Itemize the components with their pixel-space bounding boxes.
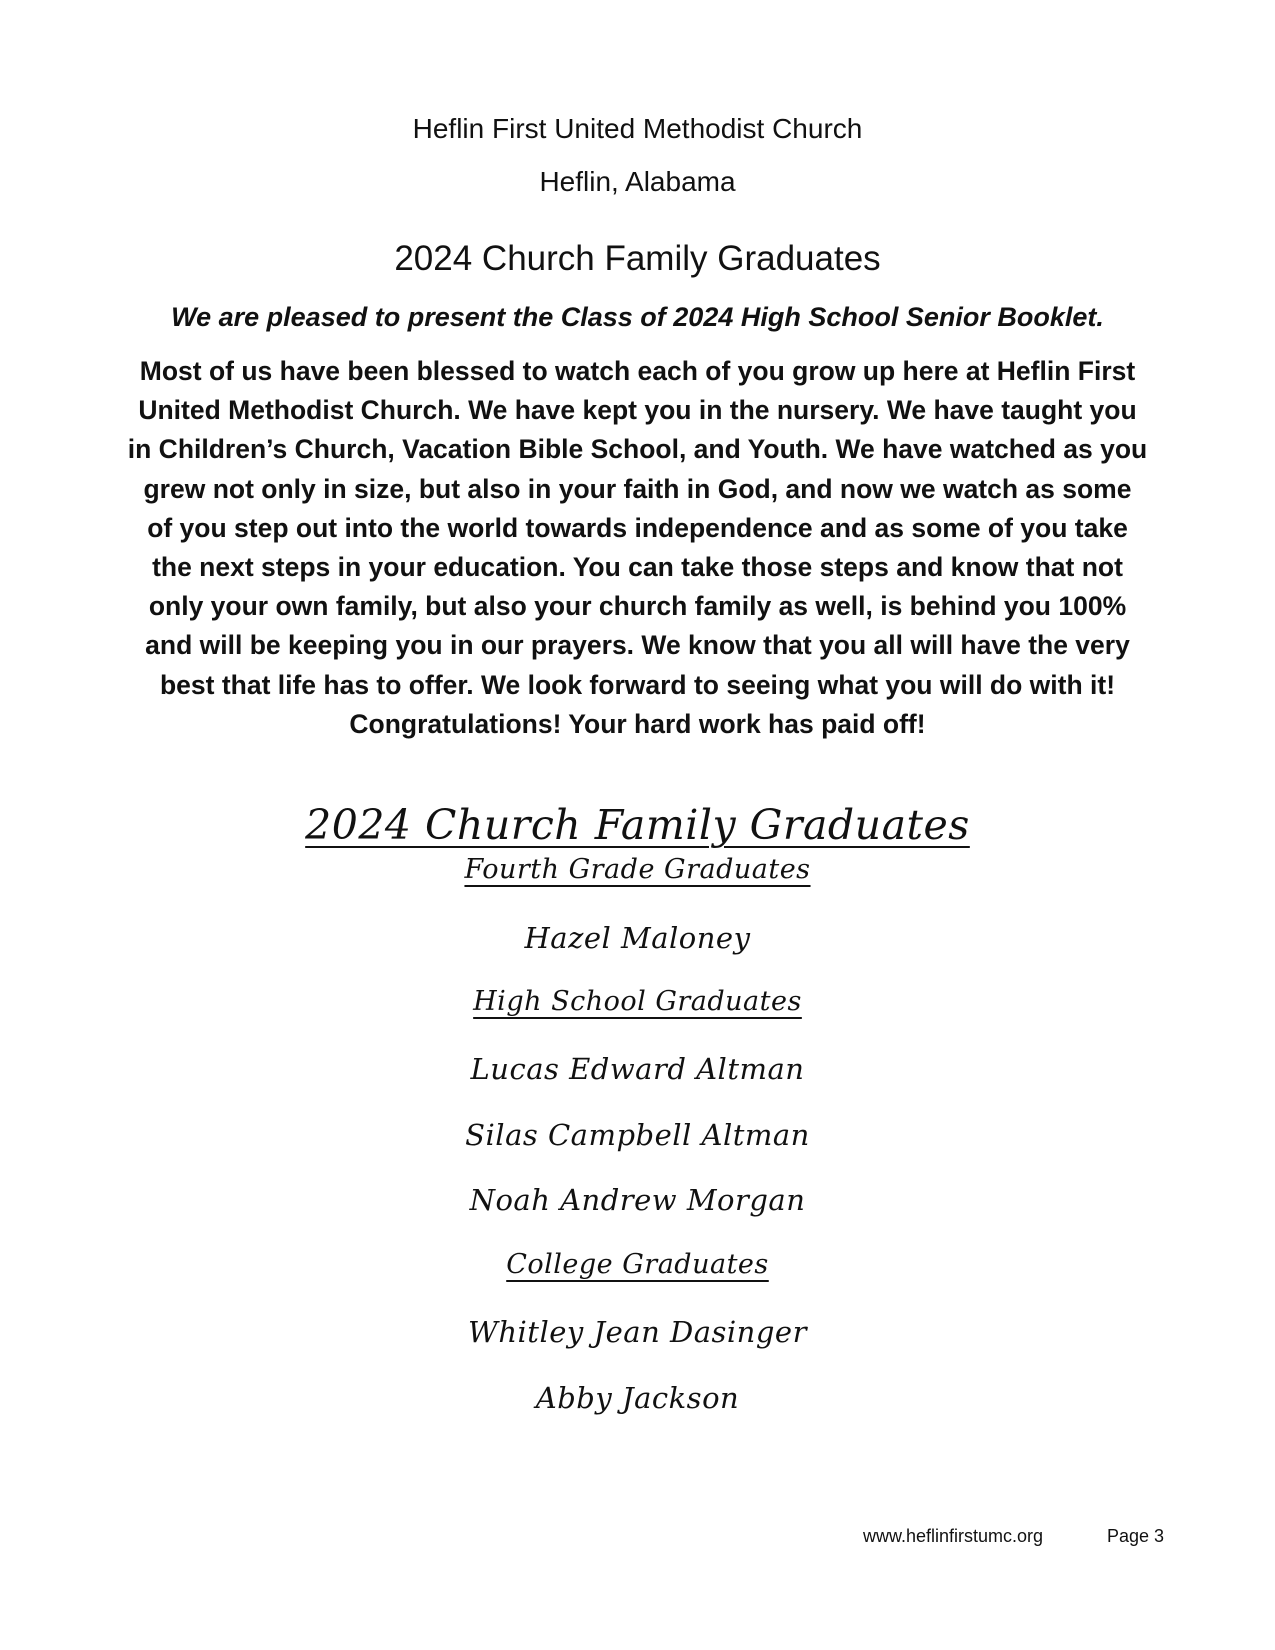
graduate-name: Lucas Edward Altman [470,1052,805,1086]
fourth-grade-heading-text: Fourth Grade Graduates [464,854,811,885]
message-line: best that life has to offer. We look forward to seeing what you will do with it! [159,669,1116,700]
message-line: Congratulations! Your hard work has paid off! [349,708,926,739]
graduate-name: Noah Andrew Morgan [469,1183,806,1217]
message-line: in Children’s Church, Vacation Bible School, and Youth. We have watched as you [127,434,1148,465]
footer-page-number: Page 3 [1107,1526,1165,1546]
college-heading [0,1248,1275,1282]
graduate-name: Silas Campbell Altman [465,1118,810,1152]
message-line: United Methodist Church. We have kept you in the nursery. We have taught you [138,395,1137,426]
page-title: 2024 Church Family Graduates [394,239,881,278]
message-line: of you step out into the world towards independence and as some of you take [147,512,1128,543]
message-line: grew not only in size, but also in your faith in God, and now we watch as some [143,473,1132,504]
message-line: and will be keeping you in our prayers. We know that you all will have the very [145,630,1130,661]
graduates-section-title [0,800,1275,850]
graduate-name: Abby Jackson [535,1381,740,1415]
fourth-grade-heading [0,853,1275,887]
intro-statement: We are pleased to present the Class of 2024 High School Senior Booklet. [171,302,1104,332]
college-heading-text: College Graduates [506,1249,769,1280]
graduate-name: Whitley Jean Dasinger [468,1315,807,1349]
graduates-title-text: 2024 Church Family Graduates [305,801,970,849]
message-line: only your own family, but also your church family as well, is behind you 100% [148,591,1127,622]
graduate-name: Hazel Maloney [524,921,751,955]
footer-website: www.heflinfirstumc.org [863,1526,1044,1546]
message-line: the next steps in your education. You can take those steps and know that not [152,552,1123,583]
church-name: Heflin First United Methodist Church [412,113,863,144]
church-location: Heflin, Alabama [539,166,736,197]
congratulations-message [70,352,1205,744]
high-school-heading [0,985,1275,1019]
high-school-heading-text: High School Graduates [473,986,802,1017]
message-line: Most of us have been blessed to watch each of you grow up here at Heflin First [139,356,1136,386]
